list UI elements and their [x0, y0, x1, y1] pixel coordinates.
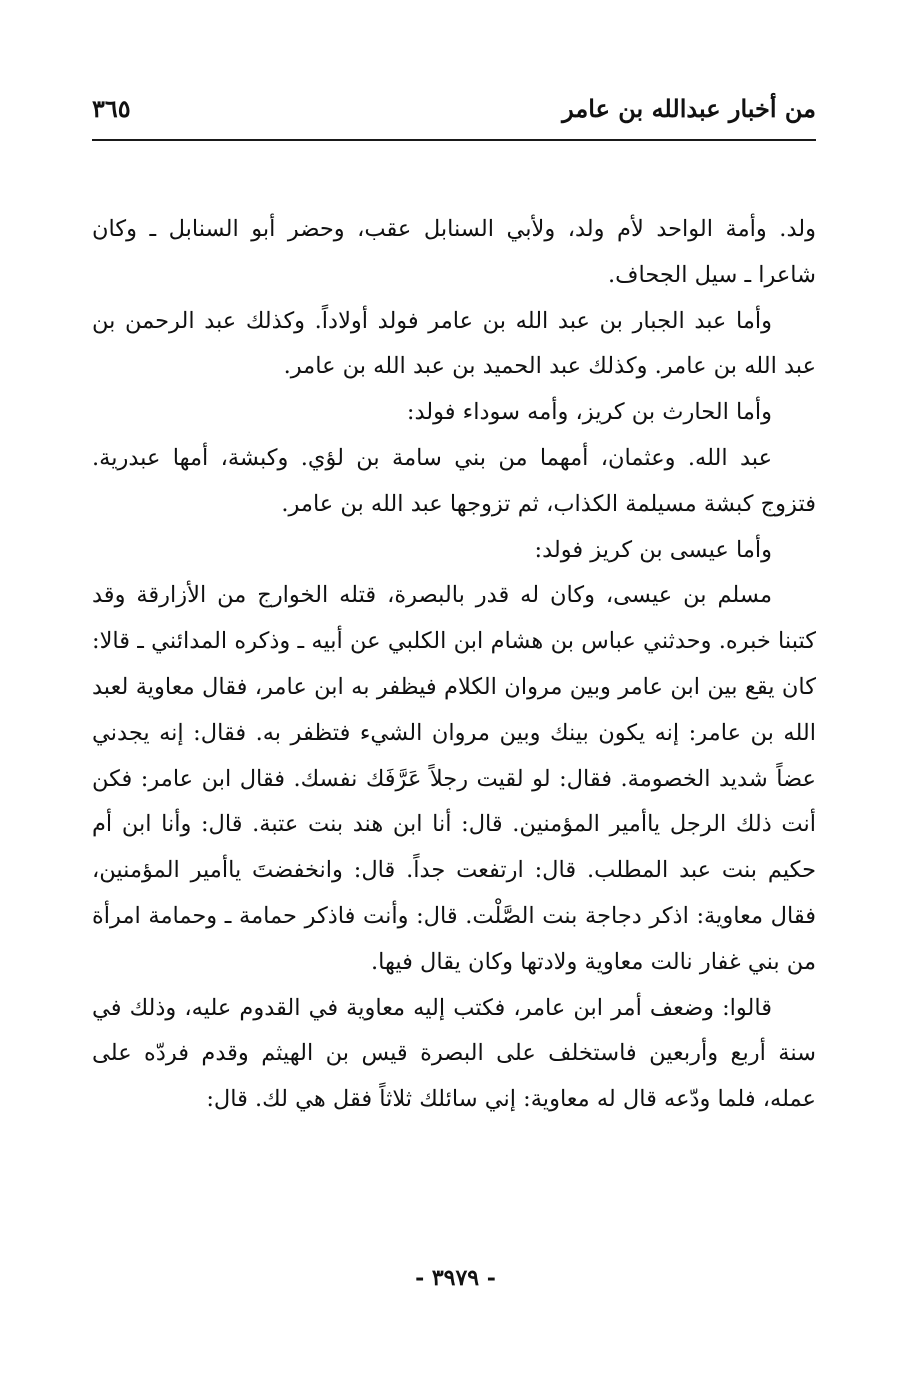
- running-header: [92, 92, 816, 132]
- paragraph: ولد. وأمة الواحد لأم ولد، ولأبي السنابل عقب، وحضر أبو السنابل ـ وكان شاعرا ـ سيل الجحاف.: [92, 216, 816, 288]
- page-number: ٣٦٥: [92, 94, 131, 123]
- chapter-title: من أخبار عبدالله بن عامر: [562, 94, 816, 123]
- folio-number: - ٣٩٧٩ -: [415, 1265, 496, 1291]
- paragraph: قالوا: وضعف أمر ابن عامر، فكتب إليه معاوية في القدوم عليه، وذلك في سنة أربع وأربعين فاستخلف على البصرة قيس بن الهيثم وقدم فردّه على عمله، فلما ودّعه قال له معاوية: إني سائلك ثلاثاً فقل هي لك. قال:: [92, 994, 816, 1113]
- paragraph: وأما عبد الجبار بن عبد الله بن عامر فولد أولاداً. وكذلك عبد الرحمن بن عبد الله بن عامر. وكذلك عبد الحميد بن عبد الله بن عامر.: [92, 307, 816, 380]
- paragraph: مسلم بن عيسى، وكان له قدر بالبصرة، قتله الخوارج من الأزارقة وقد كتبنا خبره. وحدثني عباس بن هشام ابن الكلبي عن أبيه ـ وذكره المدائني ـ قالا: كان يقع بين ابن عامر وبين مروان الكلام فيظفر به ابن عامر، فقال معاوية لعبد الله بن عامر: إنه يكون بينك وبين مروان الشيء فتظفر به. فقال: إنه يجدني عضاً شديد الخصومة. فقال: لو لقيت رجلاً عَرَّفَك نفسك. فقال ابن عامر: فكن أنت ذلك الرجل ياأمير المؤمنين. قال: أنا ابن هند بنت عتبة. قال: وأنا ابن أم حكيم بنت عبد المطلب. قال: ارتفعت جداً. قال: وانخفضتَ ياأمير المؤمنين، فقال معاوية: اذكر دجاجة بنت الصَّلْت. قال: وأنت فاذكر حمامة ـ وحمامة امرأة من بني غفار نالت معاوية ولادتها وكان يقال فيها.: [92, 582, 816, 975]
- paragraph: وأما عيسى بن كريز فولد:: [534, 536, 772, 563]
- paragraph: عبد الله. وعثمان، أمهما من بني سامة بن لؤي. وكبشة، أمها عبدرية. فتزوج كبشة مسيلمة الكذاب، ثم تزوجها عبد الله بن عامر.: [92, 444, 816, 517]
- paragraph: وأما الحارث بن كريز، وأمه سوداء فولد:: [406, 399, 772, 426]
- body-text: [92, 207, 816, 1123]
- header-rule: [92, 139, 816, 141]
